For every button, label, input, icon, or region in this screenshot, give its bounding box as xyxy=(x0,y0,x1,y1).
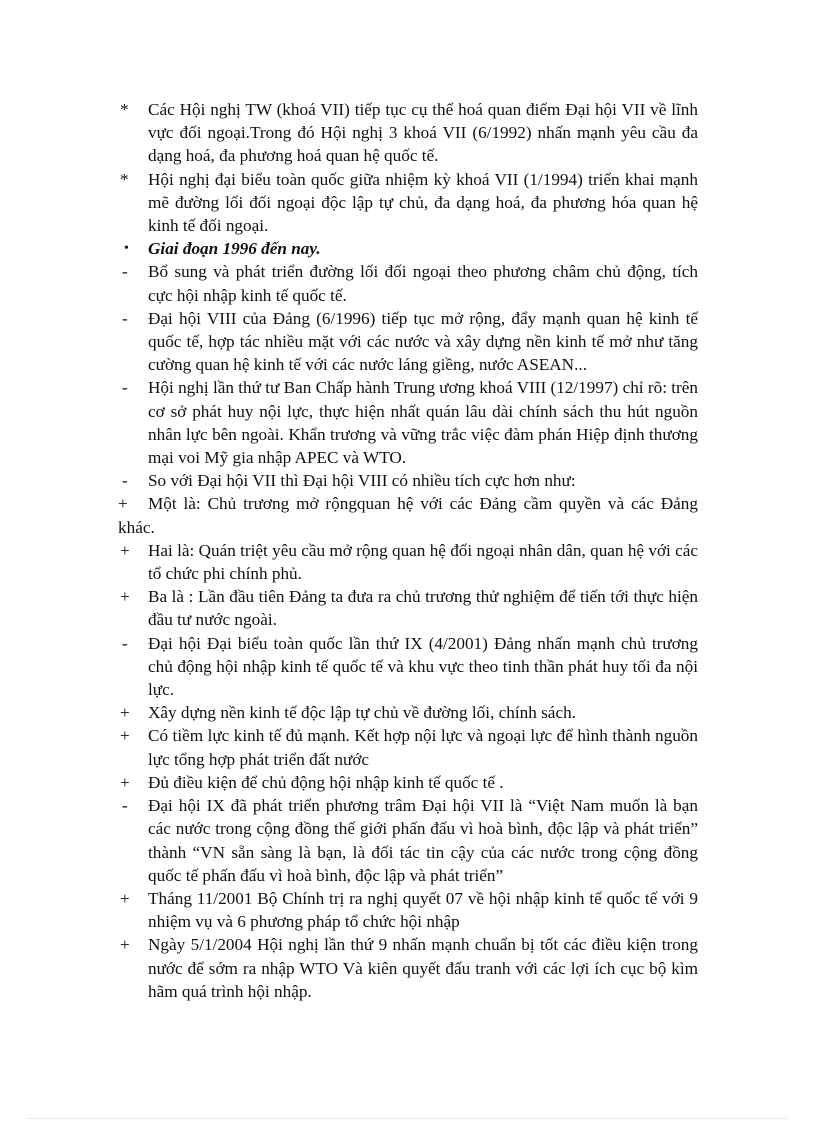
dash-marker: - xyxy=(122,262,128,282)
document-body xyxy=(118,98,698,1003)
list-item xyxy=(118,376,698,469)
dash-marker: - xyxy=(122,308,128,328)
list-item xyxy=(118,887,698,933)
plus-marker: + xyxy=(120,587,130,607)
paragraph-text: Hội nghị lần thứ tư Ban Chấp hành Trung ương khoá VIII (12/1997) chỉ rõ: trên cơ sở phát huy nội lực, thực hiện nhất quán lâu dài chính sách thu hút nguồn nhân lực bên ngoài. Khẩn trương và vững trắc việc đàm phán Hiệp định thương mại voi Mỹ gia nhập APEC và WTO. xyxy=(148,378,698,468)
list-item xyxy=(118,933,698,1003)
paragraph-text: Đại hội IX đã phát triển phương trâm Đại hội VII là “Việt Nam muốn là bạn các nước trong cộng đồng thế giới phấn đấu vì hoà bình, độc lập và phát triển” thành “VN sẵn sàng là bạn, là đối tác tin cậy của các nước trong cộng đồng quốc tế phấn đấu vì hoà bình, độc lập và phát triển” xyxy=(148,796,698,885)
plus-marker: + xyxy=(120,726,130,746)
page-bottom-divider xyxy=(28,1118,788,1119)
list-item xyxy=(118,469,698,492)
plus-marker: + xyxy=(120,703,130,723)
paragraph-text: Các Hội nghị TW (khoá VII) tiếp tục cụ thể hoá quan điểm Đại hội VII về lĩnh vực đối ngoại.Trong đó Hội nghị 3 khoá VII (6/1992) nhấn mạnh yêu cầu đa dạng hoá, đa phương hoá quan hệ quốc tế. xyxy=(148,100,698,166)
plus-marker: + xyxy=(120,888,130,908)
list-item xyxy=(118,307,698,377)
paragraph-text: Đủ điều kiện để chủ động hội nhập kinh tế quốc tế . xyxy=(148,772,504,792)
plus-marker: + xyxy=(120,935,130,955)
dash-marker: - xyxy=(122,796,128,816)
bullet-marker: • xyxy=(124,241,129,257)
paragraph-text: Một là: Chủ trương mở rộngquan hệ với các Đảng cầm quyền và các Đảng khác. xyxy=(118,494,698,537)
paragraph-text: Bổ sung và phát triển đường lối đối ngoại theo phương châm chủ động, tích cực hội nhập kinh tế quốc tế. xyxy=(148,262,698,305)
list-item xyxy=(118,632,698,702)
list-item xyxy=(118,168,698,238)
list-item xyxy=(118,492,698,538)
paragraph-text: Đại hội VIII của Đảng (6/1996) tiếp tục mở rộng, đẩy mạnh quan hệ kinh tế quốc tế, hợp tác nhiều mặt với các nước và xây dựng nền kinh tế mở như tăng cường quan hệ kinh tế với các nước láng giềng, nước ASEAN... xyxy=(148,308,698,375)
paragraph-text: Đại hội Đại biểu toàn quốc lần thứ IX (4/2001) Đảng nhấn mạnh chủ trương chủ động hội nhập kinh tế quốc tế và khu vực theo tinh thần phát huy tối đa nội lực. xyxy=(148,633,698,700)
list-item xyxy=(118,794,698,887)
paragraph-text: Tháng 11/2001 Bộ Chính trị ra nghị quyết 07 về hội nhập kinh tế quốc tế với 9 nhiệm vụ và 6 phương pháp tổ chức hội nhập xyxy=(148,888,698,932)
list-item xyxy=(118,724,698,770)
paragraph-text: Hội nghị đại biểu toàn quốc giữa nhiệm kỳ khoá VII (1/1994) triển khai mạnh mẽ đường lối đối ngoại độc lập tự chủ, đa dạng hoá, đa phương hóa quan hệ kinh tế đối ngoại. xyxy=(148,169,698,236)
section-heading: Giai đoạn 1996 đến nay. xyxy=(148,239,321,259)
plus-marker: + xyxy=(120,772,130,792)
list-item xyxy=(118,585,698,631)
dash-marker: - xyxy=(122,633,128,653)
paragraph-text: So với Đại hội VII thì Đại hội VIII có nhiều tích cực hơn như: xyxy=(148,471,576,491)
list-item xyxy=(118,701,698,724)
list-item xyxy=(118,771,698,794)
paragraph-text: Xây dựng nền kinh tế độc lập tự chủ về đường lối, chính sách. xyxy=(148,703,576,723)
paragraph-text: Ngày 5/1/2004 Hội nghị lần thứ 9 nhấn mạnh chuẩn bị tốt các điều kiện trong nước để sớm ra nhập WTO Và kiên quyết đấu tranh với các lợi ích cục bộ kìm hãm quá trình hội nhập. xyxy=(148,935,698,1001)
plus-marker: + xyxy=(120,540,130,560)
asterisk-marker: * xyxy=(120,169,129,189)
asterisk-marker: * xyxy=(120,100,129,119)
list-item xyxy=(118,539,698,585)
paragraph-text: Hai là: Quán triệt yêu cầu mở rộng quan hệ đối ngoại nhân dân, quan hệ với các tổ chức phi chính phủ. xyxy=(148,540,698,584)
dash-marker: - xyxy=(122,471,128,491)
paragraph-text: Có tiềm lực kinh tế đủ mạnh. Kết hợp nội lực và ngoại lực để hình thành nguồn lực tổng hợp phát triển đất nước xyxy=(148,726,698,769)
list-item xyxy=(118,98,698,168)
dash-marker: - xyxy=(122,378,128,398)
list-item xyxy=(118,260,698,306)
paragraph-text: Ba là : Lần đầu tiên Đảng ta đưa ra chủ trương thử nghiệm để tiến tới thực hiện đầu tư nước ngoài. xyxy=(148,587,698,630)
plus-marker: + xyxy=(118,494,128,514)
section-heading-item xyxy=(118,237,698,260)
